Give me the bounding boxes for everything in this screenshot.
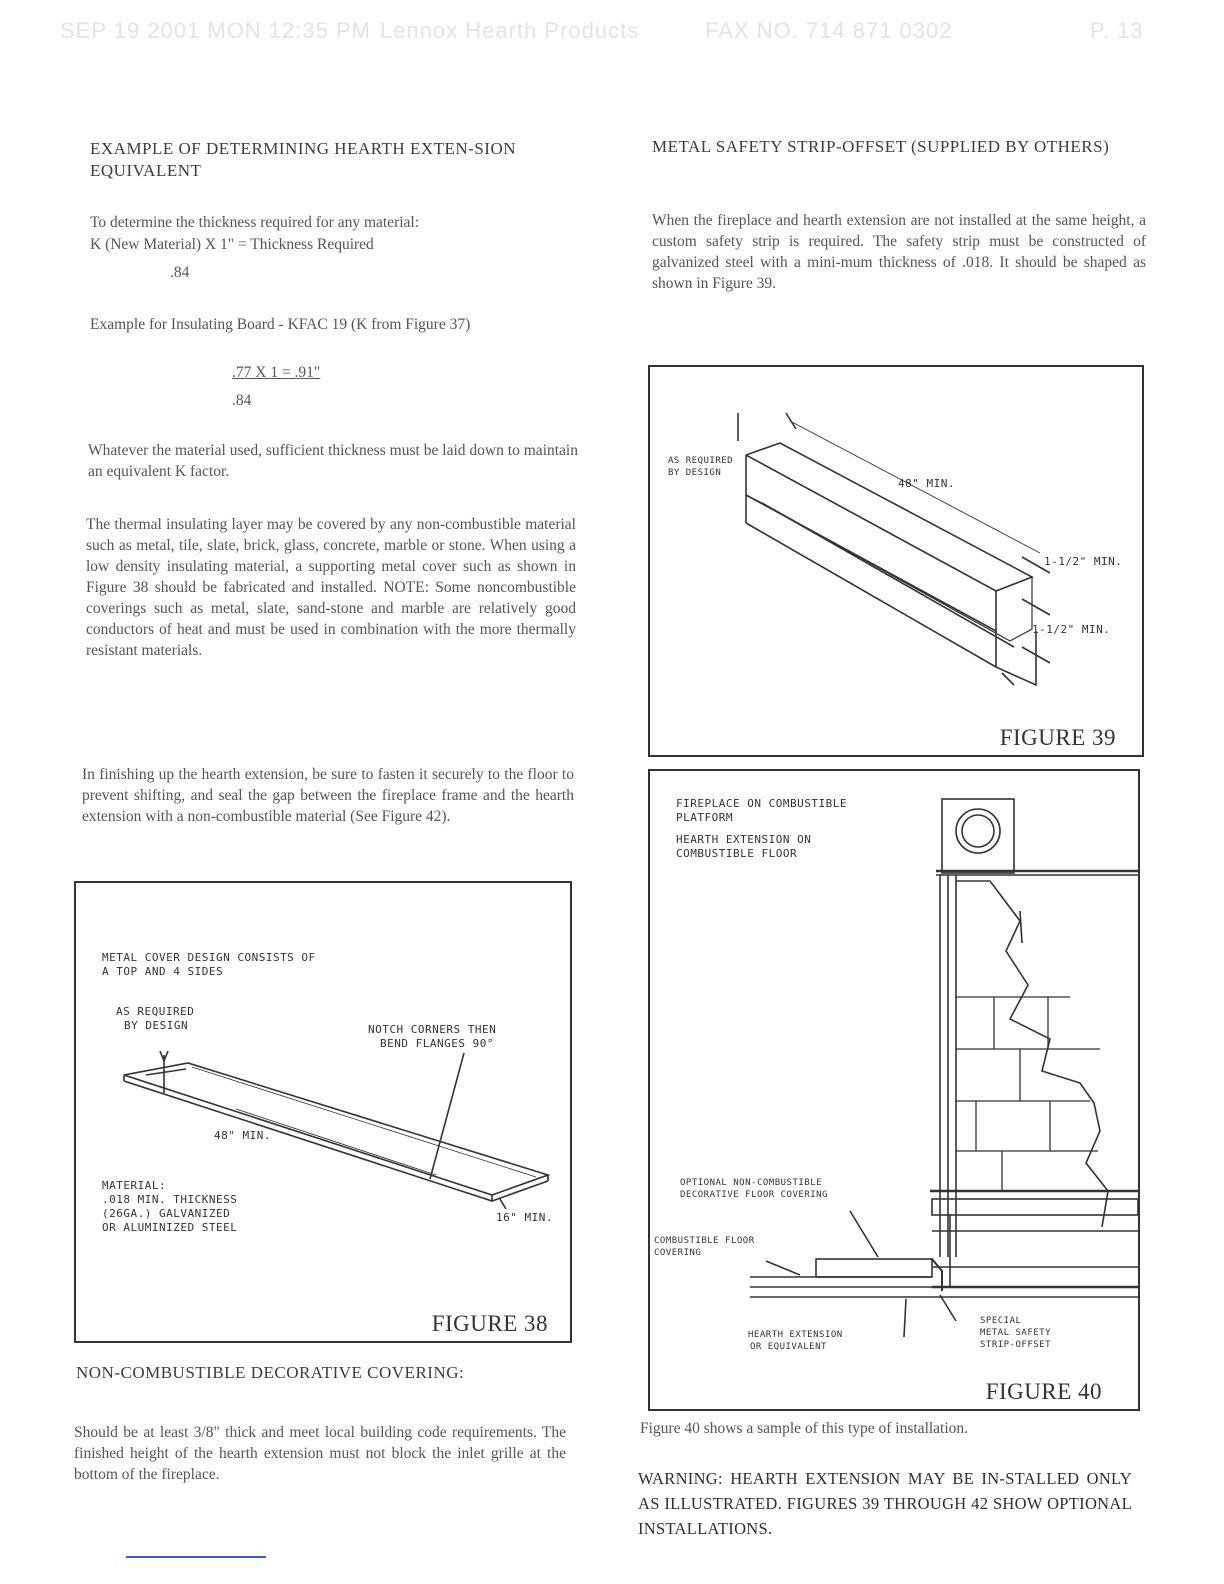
left-column: [90, 138, 580, 182]
fig38-label-notch-2: BEND FLANGES 90°: [380, 1037, 494, 1050]
fax-number: FAX NO. 714 871 0302: [705, 18, 953, 43]
cover-side: [124, 1081, 548, 1201]
p1-formula: K (New Material) X 1" = Thickness Required: [90, 236, 374, 253]
heading-hearth-extension: EXAMPLE OF DETERMINING HEARTH EXTEN-SION EQUIVALENT: [90, 139, 516, 180]
figure-39-title: FIGURE 39: [999, 725, 1116, 750]
fig40-label-top-1: FIREPLACE ON COMBUSTIBLE: [676, 797, 847, 810]
fax-date: SEP 19 2001 MON 12:35 PM: [60, 18, 371, 43]
p1-line1: To determine the thickness required for any material:: [90, 214, 420, 231]
strip-top: [746, 443, 1032, 591]
fig40-label-top-2: PLATFORM: [676, 811, 733, 824]
heading-safety-strip: METAL SAFETY STRIP-OFFSET (SUPPLIED BY OTHERS): [652, 137, 1110, 156]
fig40-label-optional-1: OPTIONAL NON-COMBUSTIBLE: [680, 1178, 823, 1188]
p2-formula: .77 X 1 = .91": [232, 364, 321, 381]
p6-covering: Should be at least 3/8" thick and meet local building code requirements. The finished height of the hearth extension must not block the inlet grille at the bottom of the fireplace.: [74, 1424, 566, 1483]
figure-38-title: FIGURE 38: [431, 1311, 548, 1336]
fig38-label-material-2: .018 MIN. THICKNESS: [102, 1193, 238, 1206]
p2-denominator: .84: [232, 392, 252, 409]
figure-40-title: FIGURE 40: [985, 1379, 1102, 1404]
heading-decorative-covering: NON-COMBUSTIBLE DECORATIVE COVERING:: [76, 1363, 465, 1382]
p2-example: Example for Insulating Board - KFAC 19 (K from Figure 37): [90, 316, 471, 333]
fig40-label-combustible-1: COMBUSTIBLE FLOOR: [654, 1236, 755, 1246]
figure-40: [648, 769, 1140, 1411]
fig40-label-special-1: SPECIAL: [980, 1316, 1022, 1326]
fig38-label-asreq-2: BY DESIGN: [124, 1019, 189, 1032]
fig40-label-top-4: COMBUSTIBLE FLOOR: [676, 847, 798, 860]
fig38-label-material-4: OR ALUMINIZED STEEL: [102, 1221, 238, 1234]
fax-sender: Lennox Hearth Products: [380, 18, 640, 43]
fig39-label-112a: 1-1/2" MIN.: [1044, 555, 1123, 568]
figure-40-drawing: [650, 771, 1138, 1409]
fig40-label-optional-2: DECORATIVE FLOOR COVERING: [680, 1190, 828, 1200]
p1-denominator: .84: [170, 264, 190, 281]
p3-material: Whatever the material used, sufficient thickness must be laid down to maintain an equivalent K factor.: [88, 442, 578, 480]
blue-underline-mark: [126, 1556, 266, 1558]
fig38-label-asreq-1: AS REQUIRED: [116, 1005, 195, 1018]
fig38-label-cover-2: A TOP AND 4 SIDES: [102, 965, 224, 978]
fig39-label-asreq-1: AS REQUIRED: [668, 456, 734, 466]
fig38-label-16: 16" MIN.: [496, 1211, 553, 1224]
fig40-label-hearth-ext-1: HEARTH EXTENSION: [748, 1330, 843, 1340]
fig38-label-notch-1: NOTCH CORNERS THEN: [368, 1023, 497, 1036]
fig40-label-hearth-ext-2: OR EQUIVALENT: [750, 1342, 827, 1352]
warning-text: WARNING: HEARTH EXTENSION MAY BE IN-STALLED ONLY AS ILLUSTRATED. FIGURES 39 THROUGH 42 SHOW OPTIONAL INSTALLATIONS.: [638, 1469, 1132, 1538]
fig40-label-special-3: STRIP-OFFSET: [980, 1340, 1052, 1350]
fig38-label-material-1: MATERIAL:: [102, 1179, 167, 1192]
fig38-label-cover-1: METAL COVER DESIGN CONSISTS OF: [102, 951, 316, 964]
fig39-label-112b: 1-1/2" MIN.: [1032, 623, 1111, 636]
figure-39: [648, 365, 1144, 757]
fig40-label-combustible-2: COVERING: [654, 1248, 702, 1258]
fig39-label-48: 48" MIN.: [898, 477, 955, 490]
fig40-label-special-2: METAL SAFETY: [980, 1328, 1052, 1338]
figure-38: [74, 881, 572, 1343]
fig38-label-material-3: (26GA.) GALVANIZED: [102, 1207, 231, 1220]
cover-top-outline: [124, 1063, 548, 1195]
fig38-label-48: 48" MIN.: [214, 1129, 271, 1142]
p4-thermal: The thermal insulating layer may be covered by any non-combustible material such as metal, tile, slate, brick, glass, concrete, marble or stone. When using a low density insulating material, a supporting metal cover such as shown in Figure 38 should be fabricated and installed. NOTE: Some noncombustible coverings such as metal, slate, sand-stone and marble are relatively good conductors of heat and must be used in combination with the more thermally resistant materials.: [86, 516, 576, 659]
p5-finishing: In finishing up the hearth extension, be sure to fasten it securely to the floor to prevent shifting, and seal the gap between the fireplace frame and the hearth extension with a non-combustible material (See Figure 42).: [82, 766, 574, 825]
fig40-label-top-3: HEARTH EXTENSION ON: [676, 833, 812, 846]
fax-header: [60, 18, 1160, 52]
p-figure40-caption: Figure 40 shows a sample of this type of installation.: [640, 1420, 969, 1437]
p-safety-strip: When the fireplace and hearth extension are not installed at the same height, a custom safety strip is required. The safety strip must be constructed of galvanized steel with a mini-mum thickness of .018. It should be shaped as shown in Figure 39.: [652, 212, 1146, 292]
fig39-label-asreq-2: BY DESIGN: [668, 468, 722, 478]
fax-page: P. 13: [1090, 18, 1144, 43]
